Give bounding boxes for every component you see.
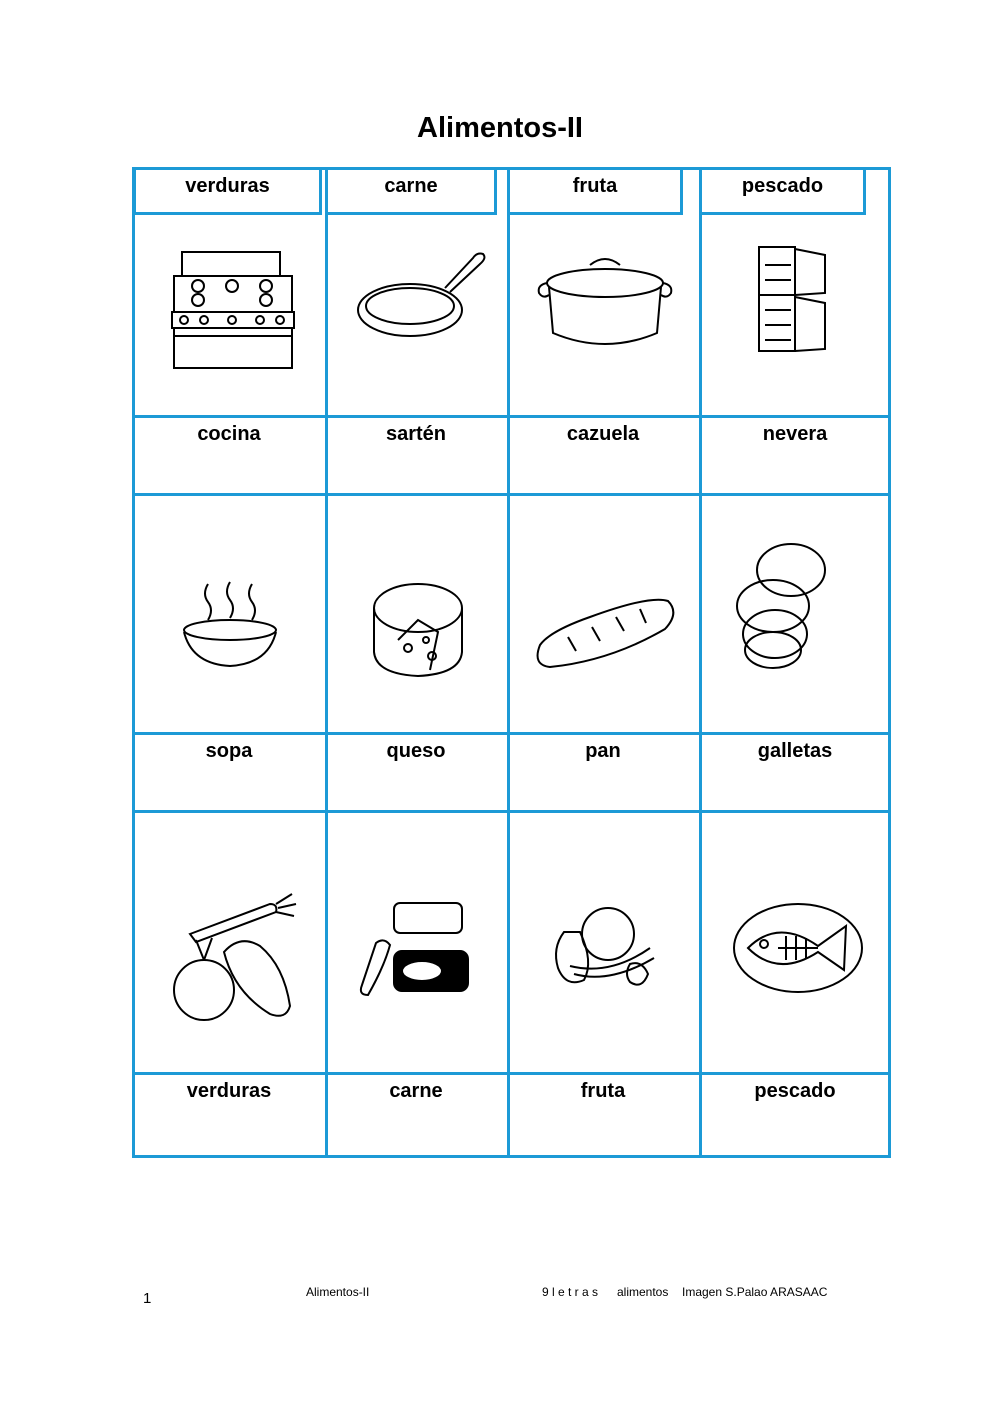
label-pan: pan (585, 740, 621, 762)
fridge-icon (755, 245, 830, 355)
label-queso: queso (386, 740, 446, 762)
label-cocina: cocina (197, 423, 261, 445)
page-number: 1 (143, 1290, 152, 1307)
label-verduras: verduras (186, 1080, 272, 1102)
label-sarten: sartén (385, 423, 447, 445)
footer-letters: 9 l e t r a s (542, 1285, 599, 1299)
soup-icon (180, 580, 280, 670)
pot-icon (535, 255, 675, 350)
header-fruta: fruta (507, 167, 683, 215)
footer-credit: Imagen S.Palao ARASAAC (682, 1285, 828, 1299)
footer-category: alimentos (617, 1285, 669, 1299)
header-pescado: pescado (699, 167, 866, 215)
footer-doc-name: Alimentos-II (306, 1285, 370, 1299)
label-pescado: pescado (754, 1080, 836, 1102)
stove-icon (170, 250, 295, 370)
header-verduras: verduras (133, 167, 322, 215)
label-cazuela: cazuela (566, 423, 640, 445)
label-sopa: sopa (205, 740, 253, 762)
label-galletas: galletas (757, 740, 833, 762)
fish-icon (728, 898, 868, 998)
cheese-icon (368, 580, 468, 680)
fruit-icon (550, 888, 660, 998)
vegetables-icon (160, 890, 305, 1025)
bread-icon (530, 595, 680, 675)
cookies-icon (733, 540, 833, 680)
page-title: Alimentos-II (417, 112, 583, 144)
frying-pan-icon (355, 252, 490, 342)
label-nevera: nevera (762, 423, 828, 445)
label-carne: carne (389, 1080, 443, 1102)
header-carne: carne (325, 167, 497, 215)
meat-icon (358, 895, 478, 1000)
label-fruta: fruta (580, 1080, 626, 1102)
